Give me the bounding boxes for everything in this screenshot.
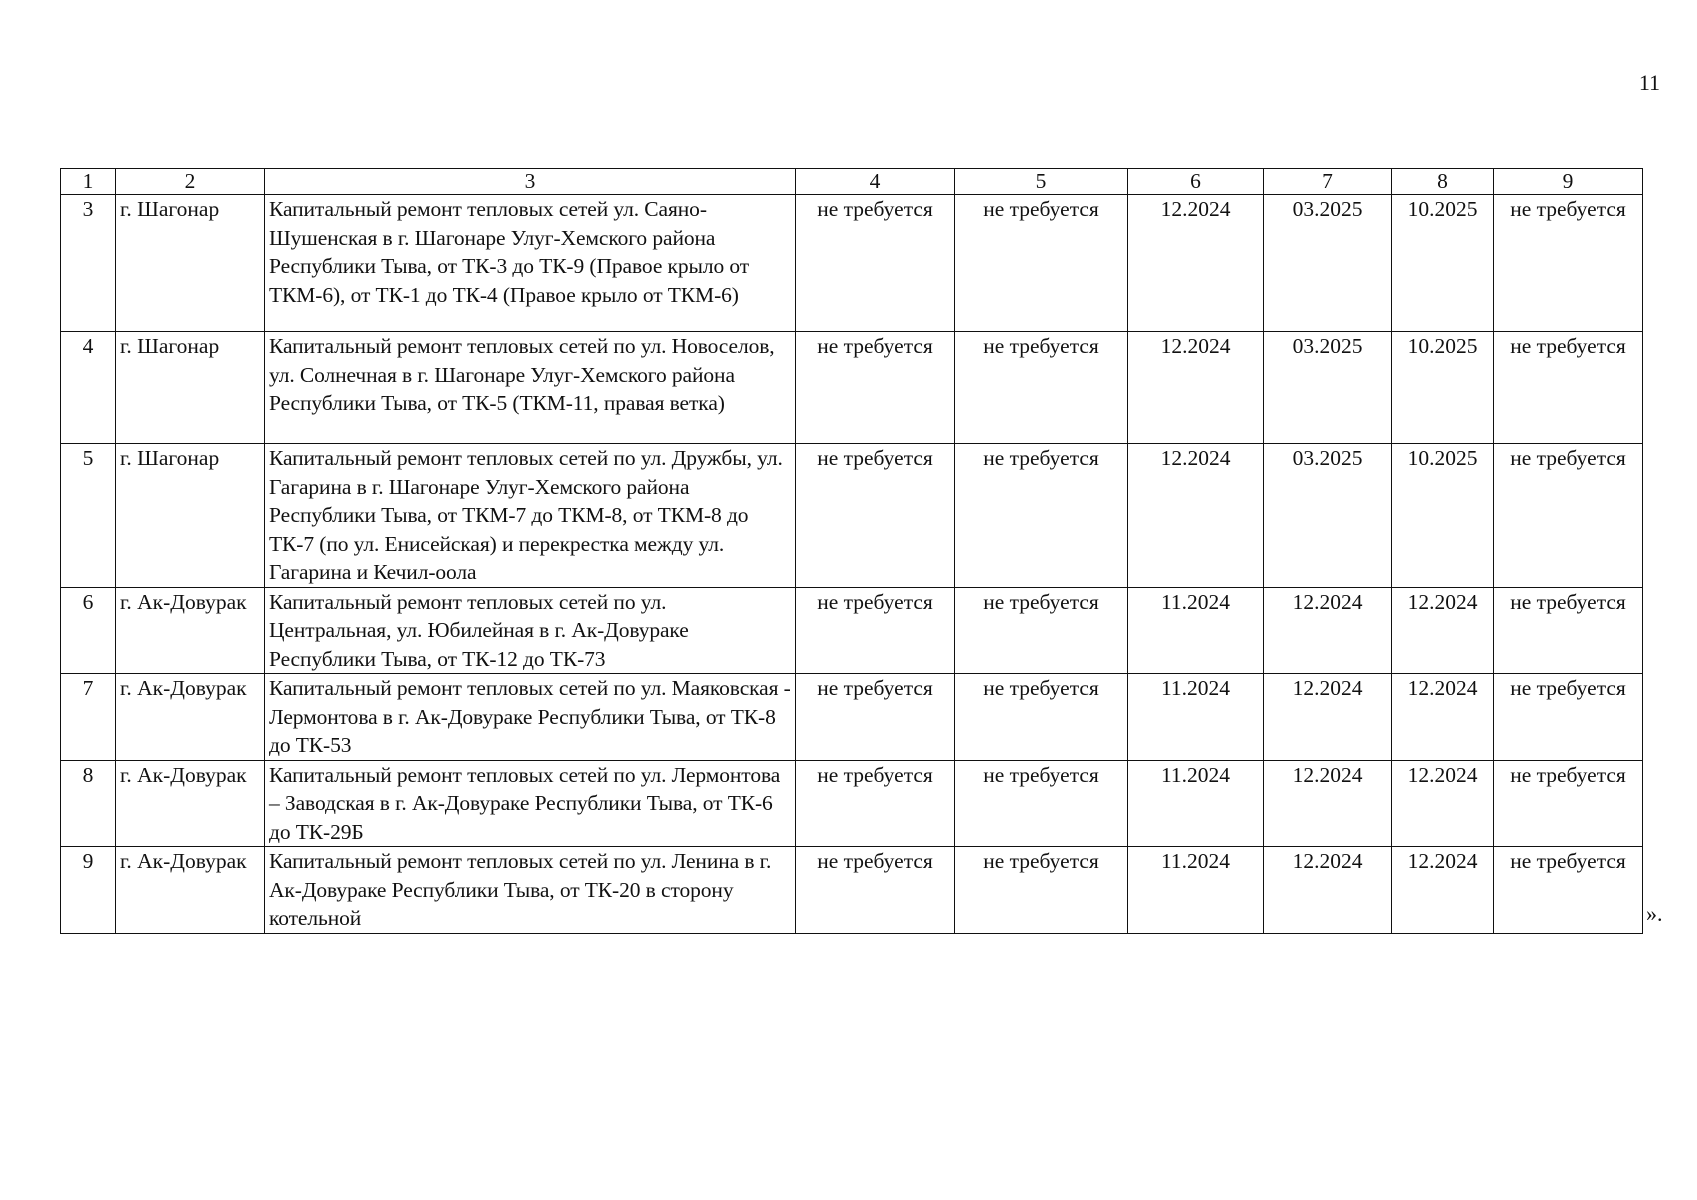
row-number: 5 <box>61 444 116 588</box>
work-description-cell: Капитальный ремонт тепловых сетей по ул. Ленина в г. Ак-Довураке Республики Тыва, от ТК-20 в сторону котельной <box>265 847 796 934</box>
city-cell: г. Ак-Довурак <box>116 674 265 761</box>
closing-quote-mark: ». <box>1646 901 1663 926</box>
row-number: 6 <box>61 587 116 674</box>
work-description-cell: Капитальный ремонт тепловых сетей по ул. Дружбы, ул. Гагарина в г. Шагонаре Улуг-Хемского района Республики Тыва, от ТКМ-7 до ТКМ-8, от ТКМ-8 до ТК-7 (по ул. Енисейская) и перекрестка между ул. Гагарина и Кечил-оола <box>265 444 796 588</box>
col6-date-cell: 12.2024 <box>1128 444 1264 588</box>
col9-cell: не требуется <box>1494 195 1643 332</box>
col7-date-cell: 12.2024 <box>1264 587 1392 674</box>
col5-cell: не требуется <box>955 444 1128 588</box>
col4-cell: не требуется <box>796 674 955 761</box>
col5-cell: не требуется <box>955 587 1128 674</box>
col8-date-cell: 12.2024 <box>1392 587 1494 674</box>
city-cell: г. Шагонар <box>116 332 265 444</box>
col9-cell: не требуется <box>1494 760 1643 847</box>
col6-date-cell: 12.2024 <box>1128 332 1264 444</box>
city-cell: г. Шагонар <box>116 444 265 588</box>
col8-date-cell: 12.2024 <box>1392 847 1494 934</box>
col8-date-cell: 10.2025 <box>1392 332 1494 444</box>
col8-date-cell: 10.2025 <box>1392 195 1494 332</box>
col5-cell: не требуется <box>955 847 1128 934</box>
col4-cell: не требуется <box>796 195 955 332</box>
col9-cell: не требуется <box>1494 332 1643 444</box>
row-number: 9 <box>61 847 116 934</box>
col5-cell: не требуется <box>955 332 1128 444</box>
col4-cell: не требуется <box>796 444 955 588</box>
col7-date-cell: 03.2025 <box>1264 444 1392 588</box>
page-number: 11 <box>1638 70 1660 95</box>
city-cell: г. Шагонар <box>116 195 265 332</box>
header-col-8: 8 <box>1392 169 1494 195</box>
table-row <box>61 587 1643 674</box>
row-number: 7 <box>61 674 116 761</box>
table-row <box>61 195 1643 332</box>
works-schedule-table <box>60 168 1643 934</box>
col8-date-cell: 12.2024 <box>1392 760 1494 847</box>
col8-date-cell: 10.2025 <box>1392 444 1494 588</box>
table-row <box>61 847 1643 934</box>
col7-date-cell: 03.2025 <box>1264 332 1392 444</box>
col4-cell: не требуется <box>796 760 955 847</box>
col9-cell: не требуется <box>1494 444 1643 588</box>
work-description-cell: Капитальный ремонт тепловых сетей ул. Саяно-Шушенская в г. Шагонаре Улуг-Хемского района Республики Тыва, от ТК-3 до ТК-9 (Правое крыло от ТКМ-6), от ТК-1 до ТК-4 (Правое крыло от ТКМ-6) <box>265 195 796 332</box>
row-number: 3 <box>61 195 116 332</box>
header-col-7: 7 <box>1264 169 1392 195</box>
col6-date-cell: 11.2024 <box>1128 847 1264 934</box>
table-row <box>61 332 1643 444</box>
col6-date-cell: 11.2024 <box>1128 760 1264 847</box>
col7-date-cell: 12.2024 <box>1264 760 1392 847</box>
col4-cell: не требуется <box>796 587 955 674</box>
work-description-cell: Капитальный ремонт тепловых сетей по ул. Лермонтова – Заводская в г. Ак-Довураке Республики Тыва, от ТК-6 до ТК-29Б <box>265 760 796 847</box>
table-header <box>61 169 1643 195</box>
city-cell: г. Ак-Довурак <box>116 847 265 934</box>
col7-date-cell: 12.2024 <box>1264 674 1392 761</box>
header-col-5: 5 <box>955 169 1128 195</box>
table-row <box>61 444 1643 588</box>
col5-cell: не требуется <box>955 674 1128 761</box>
table-body <box>61 195 1643 934</box>
row-number: 8 <box>61 760 116 847</box>
col6-date-cell: 12.2024 <box>1128 195 1264 332</box>
col5-cell: не требуется <box>955 760 1128 847</box>
col9-cell: не требуется <box>1494 587 1643 674</box>
table-row <box>61 760 1643 847</box>
city-cell: г. Ак-Довурак <box>116 587 265 674</box>
col7-date-cell: 03.2025 <box>1264 195 1392 332</box>
header-col-4: 4 <box>796 169 955 195</box>
header-col-1: 1 <box>61 169 116 195</box>
header-col-2: 2 <box>116 169 265 195</box>
col7-date-cell: 12.2024 <box>1264 847 1392 934</box>
col9-cell: не требуется <box>1494 847 1643 934</box>
col5-cell: не требуется <box>955 195 1128 332</box>
col9-cell: не требуется <box>1494 674 1643 761</box>
header-col-9: 9 <box>1494 169 1643 195</box>
col4-cell: не требуется <box>796 332 955 444</box>
col6-date-cell: 11.2024 <box>1128 587 1264 674</box>
col4-cell: не требуется <box>796 847 955 934</box>
work-description-cell: Капитальный ремонт тепловых сетей по ул. Маяковская - Лермонтова в г. Ак-Довураке Республики Тыва, от ТК-8 до ТК-53 <box>265 674 796 761</box>
city-cell: г. Ак-Довурак <box>116 760 265 847</box>
header-col-3: 3 <box>265 169 796 195</box>
work-description-cell: Капитальный ремонт тепловых сетей по ул. Центральная, ул. Юбилейная в г. Ак-Довураке Республики Тыва, от ТК-12 до ТК-73 <box>265 587 796 674</box>
col8-date-cell: 12.2024 <box>1392 674 1494 761</box>
work-description-cell: Капитальный ремонт тепловых сетей по ул. Новоселов, ул. Солнечная в г. Шагонаре Улуг-Хемского района Республики Тыва, от ТК-5 (ТКМ-11, правая ветка) <box>265 332 796 444</box>
table-row <box>61 674 1643 761</box>
header-row <box>61 169 1643 195</box>
header-col-6: 6 <box>1128 169 1264 195</box>
row-number: 4 <box>61 332 116 444</box>
col6-date-cell: 11.2024 <box>1128 674 1264 761</box>
